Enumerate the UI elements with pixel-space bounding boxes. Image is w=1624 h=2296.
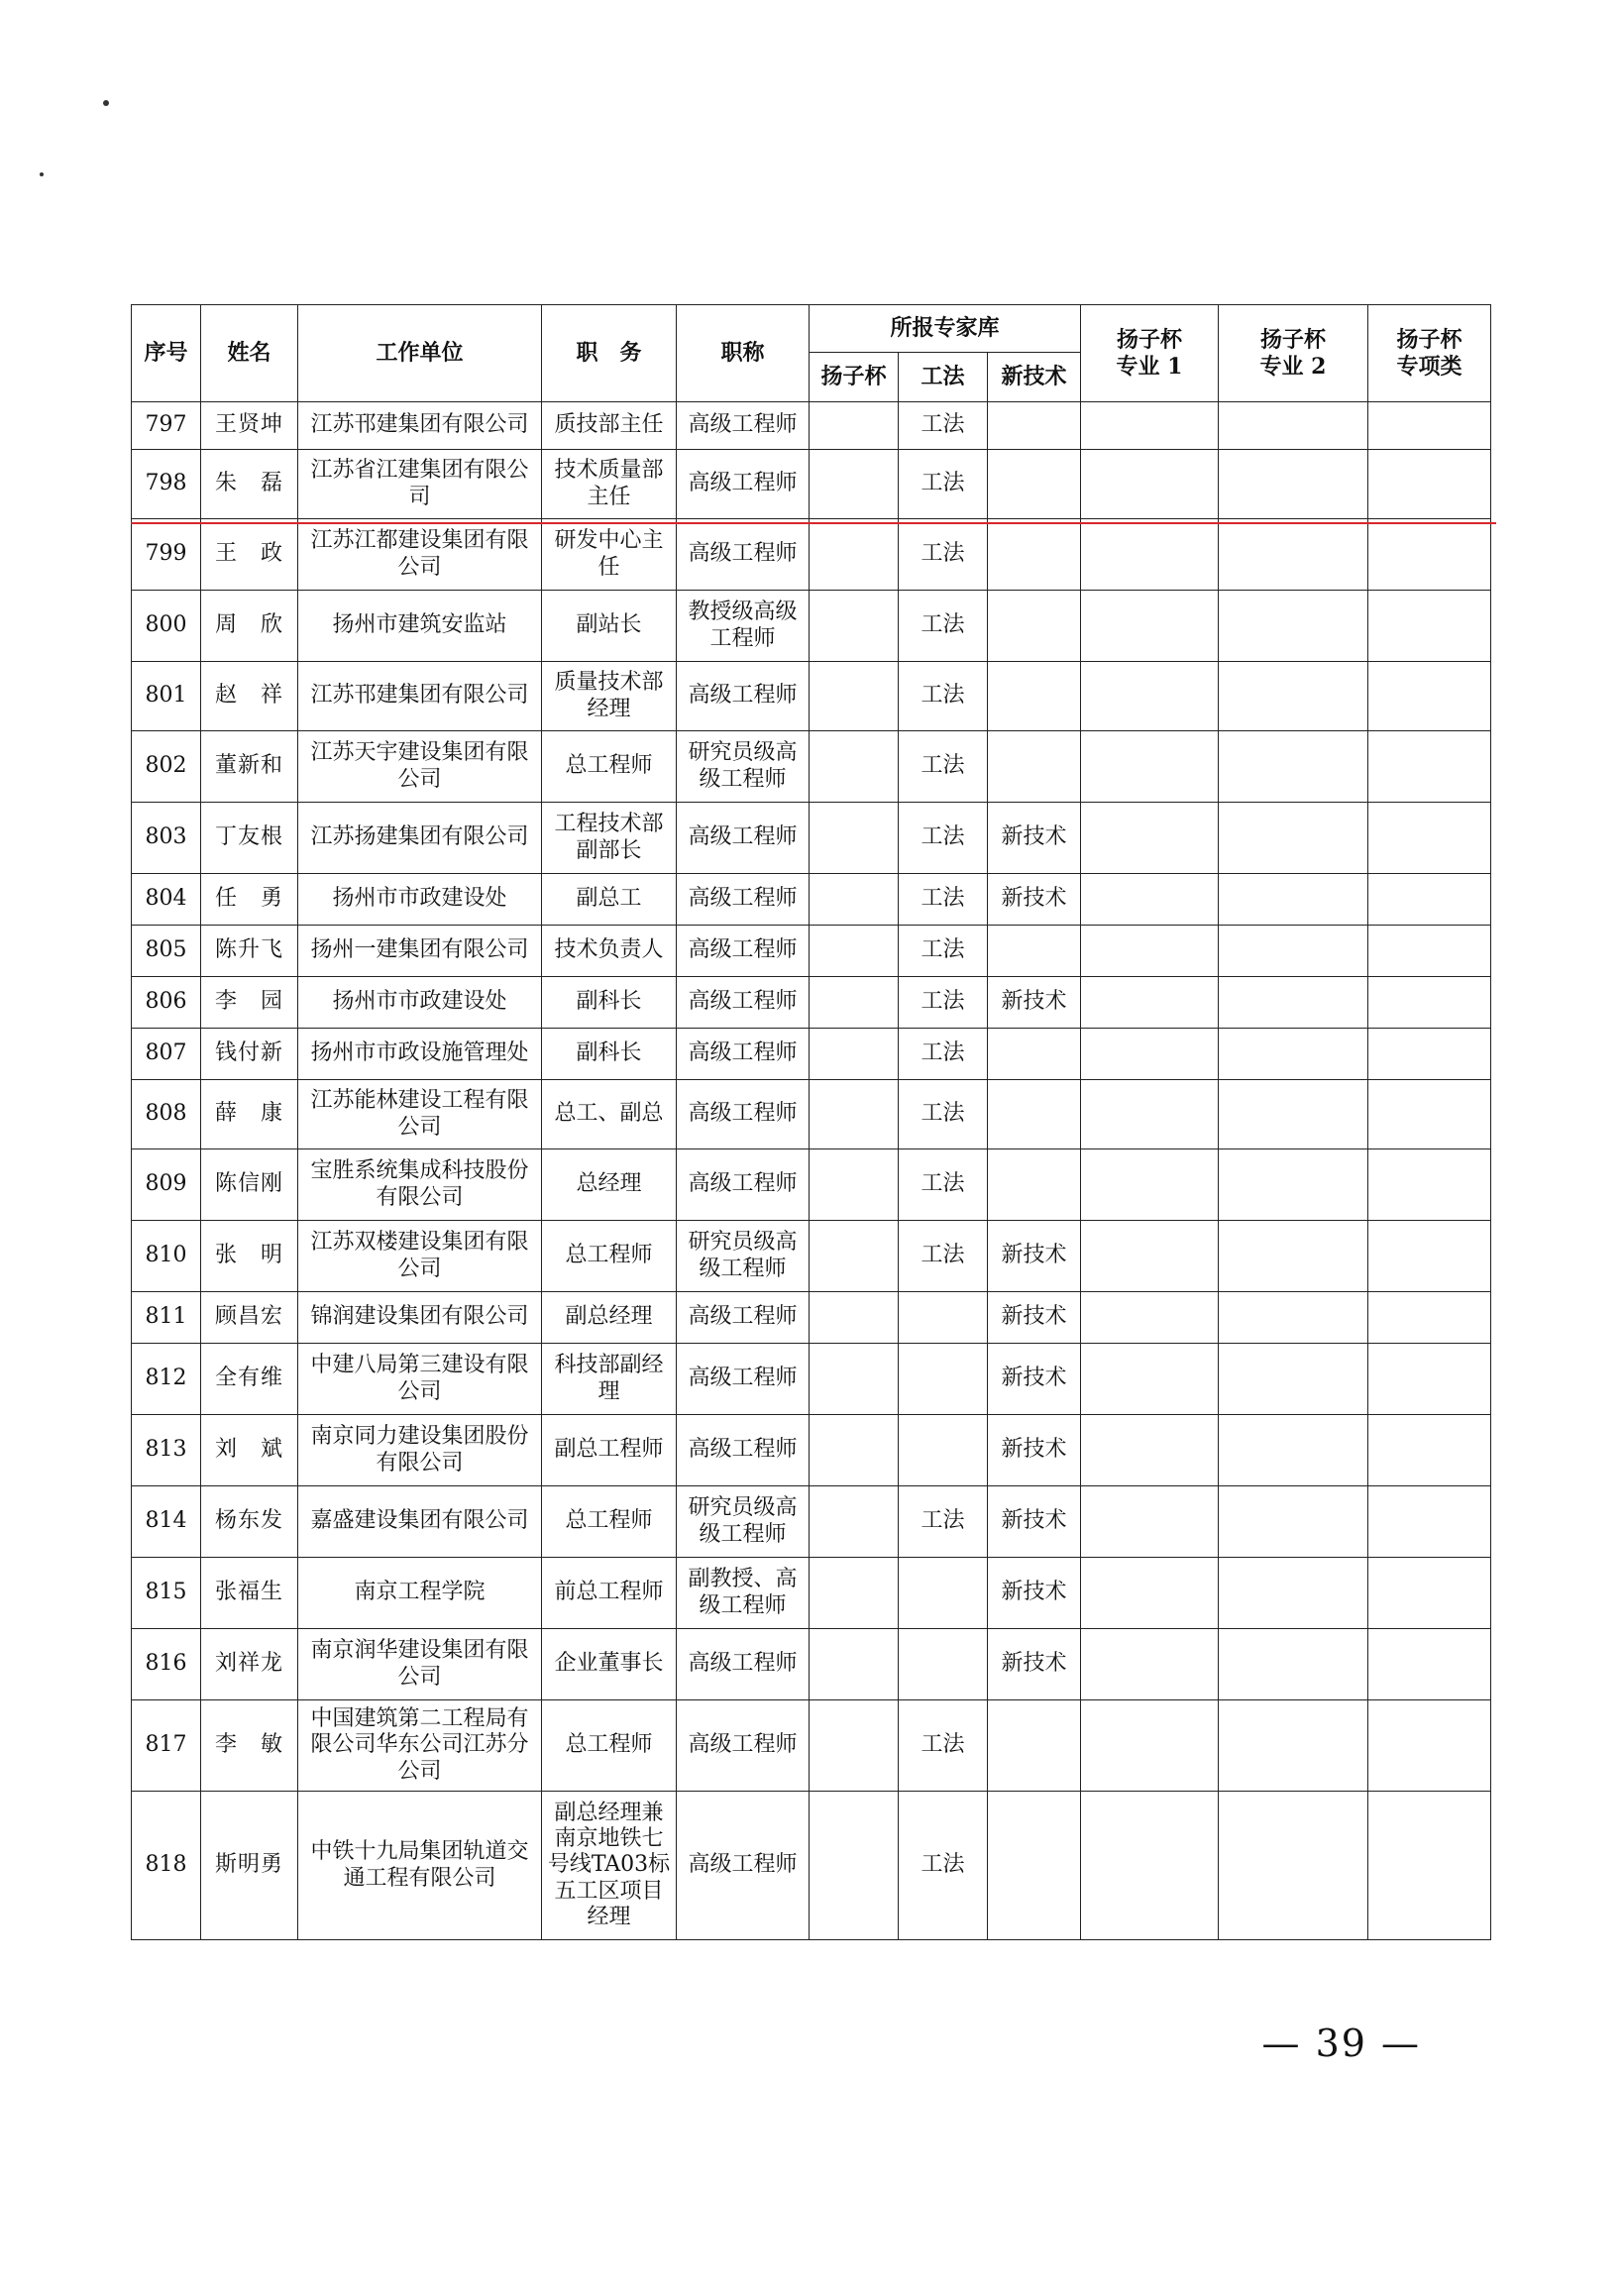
cell-xjs: [988, 591, 1081, 662]
cell-title: 高级工程师: [677, 1700, 810, 1792]
cell-unit: 江苏省江建集团有限公司: [298, 450, 542, 519]
cell-seq: 801: [132, 662, 201, 731]
cell-empty: [1368, 402, 1491, 450]
cell-position: 技术负责人: [542, 926, 677, 977]
cell-empty: [1081, 450, 1219, 519]
table-row: [132, 591, 1491, 662]
cell-yzb: [810, 1486, 899, 1558]
header-expert-db: 所报专家库: [810, 305, 1081, 353]
cell-yzb: [810, 926, 899, 977]
header-unit: 工作单位: [298, 305, 542, 402]
cell-empty: [1219, 1415, 1368, 1486]
cell-name: 王 政: [201, 519, 298, 591]
cell-empty: [1368, 803, 1491, 874]
cell-gf: 工法: [899, 662, 988, 731]
cell-name: 赵 祥: [201, 662, 298, 731]
cell-empty: [1081, 1292, 1219, 1344]
cell-unit: 中国建筑第二工程局有限公司华东公司江苏分公司: [298, 1700, 542, 1792]
cell-position: 总工程师: [542, 1486, 677, 1558]
cell-yzb: [810, 1700, 899, 1792]
table-row: [132, 519, 1491, 591]
cell-unit: 扬州市市政建设处: [298, 977, 542, 1029]
cell-title: 高级工程师: [677, 1149, 810, 1221]
table-row: [132, 977, 1491, 1029]
table-row: [132, 1292, 1491, 1344]
cell-empty: [1219, 874, 1368, 926]
cell-empty: [1081, 591, 1219, 662]
cell-empty: [1368, 1792, 1491, 1940]
table-row: [132, 1629, 1491, 1700]
cell-empty: [1081, 402, 1219, 450]
cell-xjs: [988, 450, 1081, 519]
cell-position: 科技部副经理: [542, 1344, 677, 1415]
cell-seq: 807: [132, 1029, 201, 1080]
cell-yzb: [810, 874, 899, 926]
cell-seq: 798: [132, 450, 201, 519]
cell-yzb: [810, 1029, 899, 1080]
cell-empty: [1081, 1486, 1219, 1558]
cell-name: 斯明勇: [201, 1792, 298, 1940]
cell-title: 高级工程师: [677, 1415, 810, 1486]
table-row: [132, 662, 1491, 731]
cell-unit: 江苏双楼建设集团有限公司: [298, 1221, 542, 1292]
cell-position: 副科长: [542, 1029, 677, 1080]
cell-position: 质技部主任: [542, 402, 677, 450]
cell-yzb: [810, 519, 899, 591]
cell-seq: 815: [132, 1558, 201, 1629]
cell-gf: 工法: [899, 1221, 988, 1292]
cell-title: 副教授、高级工程师: [677, 1558, 810, 1629]
cell-empty: [1368, 1344, 1491, 1415]
cell-name: 朱 磊: [201, 450, 298, 519]
table-row: [132, 1700, 1491, 1792]
cell-name: 全有维: [201, 1344, 298, 1415]
cell-empty: [1368, 1292, 1491, 1344]
header-db-gf: 工法: [899, 353, 988, 402]
cell-title: 高级工程师: [677, 1029, 810, 1080]
header-name: 姓名: [201, 305, 298, 402]
cell-unit: 南京工程学院: [298, 1558, 542, 1629]
cell-yzb: [810, 1344, 899, 1415]
cell-empty: [1219, 402, 1368, 450]
cell-gf: 工法: [899, 803, 988, 874]
cell-yzb: [810, 731, 899, 803]
cell-position: 副科长: [542, 977, 677, 1029]
cell-title: 高级工程师: [677, 519, 810, 591]
cell-unit: 锦润建设集团有限公司: [298, 1292, 542, 1344]
cell-position: 工程技术部副部长: [542, 803, 677, 874]
cell-unit: 南京同力建设集团股份有限公司: [298, 1415, 542, 1486]
cell-seq: 809: [132, 1149, 201, 1221]
header-yz-special: 扬子杯 专项类: [1368, 305, 1491, 402]
cell-yzb: [810, 1558, 899, 1629]
cell-gf: [899, 1415, 988, 1486]
cell-gf: 工法: [899, 874, 988, 926]
cell-empty: [1081, 1029, 1219, 1080]
cell-position: 总工程师: [542, 731, 677, 803]
cell-unit: 江苏能林建设工程有限公司: [298, 1080, 542, 1149]
cell-unit: 江苏扬建集团有限公司: [298, 803, 542, 874]
cell-empty: [1368, 1486, 1491, 1558]
cell-gf: [899, 1344, 988, 1415]
cell-yzb: [810, 1149, 899, 1221]
cell-unit: 江苏天宇建设集团有限公司: [298, 731, 542, 803]
cell-title: 高级工程师: [677, 874, 810, 926]
cell-empty: [1219, 1792, 1368, 1940]
table-row: [132, 450, 1491, 519]
cell-unit: 南京润华建设集团有限公司: [298, 1629, 542, 1700]
cell-seq: 811: [132, 1292, 201, 1344]
cell-empty: [1081, 731, 1219, 803]
cell-empty: [1081, 1629, 1219, 1700]
cell-empty: [1081, 1415, 1219, 1486]
header-seq: 序号: [132, 305, 201, 402]
cell-name: 顾昌宏: [201, 1292, 298, 1344]
cell-gf: 工法: [899, 1149, 988, 1221]
cell-empty: [1081, 519, 1219, 591]
cell-xjs: 新技术: [988, 803, 1081, 874]
cell-position: 质量技术部经理: [542, 662, 677, 731]
cell-seq: 817: [132, 1700, 201, 1792]
cell-gf: 工法: [899, 1029, 988, 1080]
cell-empty: [1081, 874, 1219, 926]
cell-name: 陈升飞: [201, 926, 298, 977]
cell-empty: [1368, 519, 1491, 591]
cell-yzb: [810, 450, 899, 519]
cell-gf: 工法: [899, 731, 988, 803]
cell-seq: 816: [132, 1629, 201, 1700]
cell-xjs: [988, 1080, 1081, 1149]
cell-unit: 宝胜系统集成科技股份有限公司: [298, 1149, 542, 1221]
cell-name: 刘祥龙: [201, 1629, 298, 1700]
header-title: 职称: [677, 305, 810, 402]
cell-gf: 工法: [899, 450, 988, 519]
cell-name: 薛 康: [201, 1080, 298, 1149]
cell-title: 高级工程师: [677, 1344, 810, 1415]
cell-position: 总工程师: [542, 1700, 677, 1792]
cell-position: 总工、副总: [542, 1080, 677, 1149]
cell-xjs: [988, 662, 1081, 731]
cell-empty: [1368, 1149, 1491, 1221]
cell-position: 副总经理: [542, 1292, 677, 1344]
cell-empty: [1219, 450, 1368, 519]
cell-title: 高级工程师: [677, 977, 810, 1029]
table-row: [132, 1415, 1491, 1486]
cell-seq: 812: [132, 1344, 201, 1415]
cell-title: 研究员级高级工程师: [677, 1221, 810, 1292]
cell-seq: 806: [132, 977, 201, 1029]
cell-gf: 工法: [899, 1792, 988, 1940]
cell-name: 陈信刚: [201, 1149, 298, 1221]
cell-empty: [1219, 926, 1368, 977]
cell-empty: [1219, 1558, 1368, 1629]
cell-empty: [1368, 1558, 1491, 1629]
cell-position: 副站长: [542, 591, 677, 662]
cell-empty: [1368, 1029, 1491, 1080]
cell-title: 高级工程师: [677, 662, 810, 731]
cell-yzb: [810, 1221, 899, 1292]
cell-xjs: [988, 926, 1081, 977]
cell-gf: [899, 1558, 988, 1629]
cell-empty: [1081, 977, 1219, 1029]
cell-gf: 工法: [899, 926, 988, 977]
cell-seq: 802: [132, 731, 201, 803]
cell-xjs: [988, 1700, 1081, 1792]
cell-seq: 805: [132, 926, 201, 977]
cell-title: 高级工程师: [677, 450, 810, 519]
cell-seq: 803: [132, 803, 201, 874]
cell-gf: 工法: [899, 977, 988, 1029]
cell-empty: [1368, 874, 1491, 926]
table-row: [132, 1221, 1491, 1292]
cell-xjs: 新技术: [988, 1344, 1081, 1415]
cell-unit: 江苏邗建集团有限公司: [298, 662, 542, 731]
cell-empty: [1081, 662, 1219, 731]
cell-position: 副总工: [542, 874, 677, 926]
cell-yzb: [810, 803, 899, 874]
cell-empty: [1219, 1149, 1368, 1221]
cell-empty: [1219, 1486, 1368, 1558]
roster-body: [132, 402, 1491, 1940]
cell-name: 周 欣: [201, 591, 298, 662]
cell-seq: 797: [132, 402, 201, 450]
cell-empty: [1368, 926, 1491, 977]
cell-empty: [1081, 1700, 1219, 1792]
cell-gf: 工法: [899, 591, 988, 662]
cell-empty: [1081, 1558, 1219, 1629]
cell-empty: [1219, 519, 1368, 591]
table-row: [132, 1344, 1491, 1415]
cell-empty: [1368, 731, 1491, 803]
cell-empty: [1219, 977, 1368, 1029]
cell-empty: [1081, 1149, 1219, 1221]
red-mark-line: [131, 522, 1496, 524]
cell-gf: 工法: [899, 519, 988, 591]
cell-empty: [1081, 1221, 1219, 1292]
cell-empty: [1219, 1080, 1368, 1149]
cell-empty: [1081, 1080, 1219, 1149]
cell-title: 高级工程师: [677, 803, 810, 874]
scan-speck: [103, 100, 109, 106]
table-row: [132, 874, 1491, 926]
table-row: [132, 1792, 1491, 1940]
table-row: [132, 1080, 1491, 1149]
cell-yzb: [810, 1415, 899, 1486]
cell-xjs: 新技术: [988, 874, 1081, 926]
cell-name: 董新和: [201, 731, 298, 803]
cell-position: 副总经理兼南京地铁七号线TA03标五工区项目经理: [542, 1792, 677, 1940]
cell-xjs: [988, 1149, 1081, 1221]
cell-gf: 工法: [899, 402, 988, 450]
cell-unit: 江苏江都建设集团有限公司: [298, 519, 542, 591]
cell-unit: 扬州一建集团有限公司: [298, 926, 542, 977]
table-row: [132, 1029, 1491, 1080]
cell-gf: 工法: [899, 1080, 988, 1149]
cell-name: 李 园: [201, 977, 298, 1029]
cell-xjs: [988, 1792, 1081, 1940]
header-db-yzb: 扬子杯: [810, 353, 899, 402]
table-row: [132, 926, 1491, 977]
cell-xjs: [988, 1029, 1081, 1080]
cell-empty: [1081, 803, 1219, 874]
cell-position: 前总工程师: [542, 1558, 677, 1629]
cell-title: 高级工程师: [677, 1080, 810, 1149]
cell-name: 钱付新: [201, 1029, 298, 1080]
header-position: 职 务: [542, 305, 677, 402]
cell-empty: [1219, 731, 1368, 803]
cell-yzb: [810, 1080, 899, 1149]
cell-empty: [1081, 1344, 1219, 1415]
cell-seq: 818: [132, 1792, 201, 1940]
cell-yzb: [810, 591, 899, 662]
cell-title: 高级工程师: [677, 402, 810, 450]
table-row: [132, 1486, 1491, 1558]
cell-yzb: [810, 402, 899, 450]
cell-xjs: [988, 519, 1081, 591]
cell-seq: 799: [132, 519, 201, 591]
cell-empty: [1368, 977, 1491, 1029]
cell-name: 张 明: [201, 1221, 298, 1292]
cell-gf: [899, 1292, 988, 1344]
cell-position: 企业董事长: [542, 1629, 677, 1700]
cell-position: 副总工程师: [542, 1415, 677, 1486]
cell-xjs: 新技术: [988, 1486, 1081, 1558]
cell-unit: 扬州市建筑安监站: [298, 591, 542, 662]
cell-yzb: [810, 977, 899, 1029]
cell-empty: [1219, 662, 1368, 731]
cell-name: 杨东发: [201, 1486, 298, 1558]
cell-empty: [1368, 591, 1491, 662]
cell-xjs: 新技术: [988, 1221, 1081, 1292]
cell-empty: [1219, 803, 1368, 874]
cell-empty: [1368, 662, 1491, 731]
cell-title: 研究员级高级工程师: [677, 1486, 810, 1558]
cell-yzb: [810, 662, 899, 731]
cell-name: 李 敏: [201, 1700, 298, 1792]
cell-yzb: [810, 1292, 899, 1344]
cell-seq: 814: [132, 1486, 201, 1558]
cell-empty: [1368, 1221, 1491, 1292]
header-yz1: 扬子杯 专业 1: [1081, 305, 1219, 402]
cell-unit: 扬州市市政设施管理处: [298, 1029, 542, 1080]
cell-name: 刘 斌: [201, 1415, 298, 1486]
cell-seq: 808: [132, 1080, 201, 1149]
cell-empty: [1368, 450, 1491, 519]
cell-empty: [1219, 591, 1368, 662]
cell-yzb: [810, 1629, 899, 1700]
cell-xjs: 新技术: [988, 1415, 1081, 1486]
cell-empty: [1219, 1700, 1368, 1792]
table-row: [132, 402, 1491, 450]
expert-roster-table: [131, 304, 1491, 1940]
cell-name: 丁友根: [201, 803, 298, 874]
table-row: [132, 1149, 1491, 1221]
cell-xjs: 新技术: [988, 1558, 1081, 1629]
cell-title: 教授级高级工程师: [677, 591, 810, 662]
cell-position: 总工程师: [542, 1221, 677, 1292]
cell-empty: [1081, 1792, 1219, 1940]
cell-empty: [1081, 926, 1219, 977]
cell-seq: 813: [132, 1415, 201, 1486]
cell-unit: 江苏邗建集团有限公司: [298, 402, 542, 450]
cell-title: 高级工程师: [677, 1792, 810, 1940]
cell-empty: [1219, 1629, 1368, 1700]
header-yz2: 扬子杯 专业 2: [1219, 305, 1368, 402]
cell-unit: 扬州市市政建设处: [298, 874, 542, 926]
cell-xjs: [988, 731, 1081, 803]
cell-title: 高级工程师: [677, 1629, 810, 1700]
table-row: [132, 1558, 1491, 1629]
cell-xjs: 新技术: [988, 1629, 1081, 1700]
cell-title: 研究员级高级工程师: [677, 731, 810, 803]
cell-name: 王贤坤: [201, 402, 298, 450]
cell-xjs: 新技术: [988, 977, 1081, 1029]
cell-position: 技术质量部主任: [542, 450, 677, 519]
cell-xjs: 新技术: [988, 1292, 1081, 1344]
cell-title: 高级工程师: [677, 1292, 810, 1344]
cell-position: 研发中心主任: [542, 519, 677, 591]
cell-empty: [1219, 1292, 1368, 1344]
cell-unit: 中建八局第三建设有限公司: [298, 1344, 542, 1415]
cell-xjs: [988, 402, 1081, 450]
cell-empty: [1368, 1415, 1491, 1486]
cell-empty: [1219, 1344, 1368, 1415]
table-row: [132, 731, 1491, 803]
cell-empty: [1219, 1221, 1368, 1292]
cell-title: 高级工程师: [677, 926, 810, 977]
cell-yzb: [810, 1792, 899, 1940]
cell-seq: 810: [132, 1221, 201, 1292]
cell-unit: 嘉盛建设集团有限公司: [298, 1486, 542, 1558]
cell-seq: 800: [132, 591, 201, 662]
table-row: [132, 803, 1491, 874]
cell-gf: [899, 1629, 988, 1700]
page-number: — 39 —: [1261, 2022, 1421, 2065]
cell-empty: [1368, 1080, 1491, 1149]
cell-empty: [1219, 1029, 1368, 1080]
cell-position: 总经理: [542, 1149, 677, 1221]
cell-empty: [1368, 1629, 1491, 1700]
scan-speck: [40, 172, 44, 176]
cell-empty: [1368, 1700, 1491, 1792]
cell-name: 任 勇: [201, 874, 298, 926]
cell-name: 张福生: [201, 1558, 298, 1629]
header-db-xjs: 新技术: [988, 353, 1081, 402]
cell-unit: 中铁十九局集团轨道交通工程有限公司: [298, 1792, 542, 1940]
cell-seq: 804: [132, 874, 201, 926]
cell-gf: 工法: [899, 1700, 988, 1792]
cell-gf: 工法: [899, 1486, 988, 1558]
